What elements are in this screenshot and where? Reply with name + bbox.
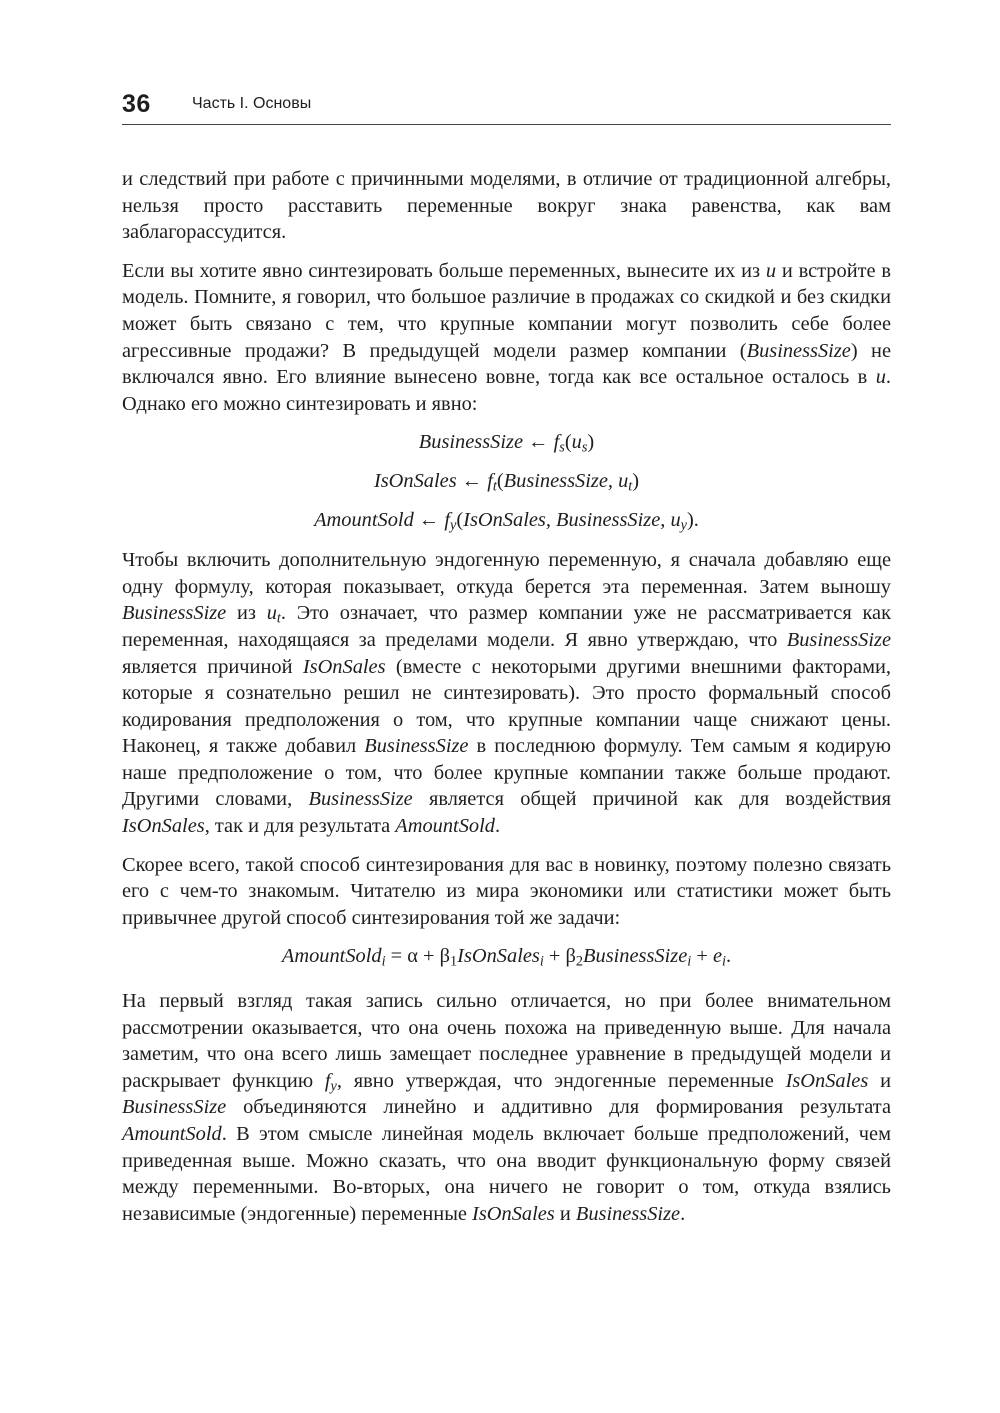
math-var: BusinessSize bbox=[786, 628, 891, 651]
page-body bbox=[122, 166, 891, 1239]
eq-args-sub: y bbox=[680, 517, 688, 534]
math-sub: t bbox=[276, 610, 281, 627]
text-run: ) не включался явно. Его влияние вынесено вовне, тогда как все остальное осталось в bbox=[122, 339, 891, 389]
math-var: BusinessSize bbox=[746, 339, 851, 362]
text-run: , явно утверждая, что эндогенные переменные bbox=[336, 1069, 786, 1092]
math-var: BusinessSize bbox=[364, 735, 469, 758]
eq-fn-sub: s bbox=[559, 439, 565, 456]
text-run: . В этом смысле линейная модель включает больше предположений, чем приведенная выше. Можно сказать, что она вводит функциональную форму связей между переменными. Во-вторых, она ничего не говорит о том, откуда взялись независимые (эндогенные) переменные bbox=[122, 1123, 891, 1225]
eq-sub: i bbox=[539, 954, 544, 970]
equation-is-on-sales bbox=[122, 468, 891, 495]
math-var: AmountSold bbox=[395, 815, 495, 838]
math-var: u bbox=[266, 602, 277, 625]
page-header bbox=[122, 84, 891, 125]
eq-arrow: ← bbox=[456, 469, 488, 492]
eq-sub: i bbox=[687, 954, 692, 970]
paragraph-2 bbox=[122, 258, 891, 418]
structural-equations bbox=[122, 429, 891, 533]
math-var: IsOnSales bbox=[785, 1069, 869, 1092]
text-run: и встройте в модель. Помните, я говорил, что большое различие в продажах со скидкой и без скидки может быть связано с тем, что крупные компании могут позволить себе более агрессивные продажи? В предыдущей модели размер компании ( bbox=[122, 259, 891, 362]
text-run: является общей причиной как для воздействия bbox=[412, 788, 891, 811]
eq-paren: ( bbox=[456, 508, 464, 531]
text-run: и bbox=[554, 1202, 576, 1225]
eq-args: u bbox=[571, 431, 582, 454]
regression-equation bbox=[122, 943, 891, 970]
text-run: На первый взгляд такая запись сильно отличается, но при более внимательном рассмотрении оказывается, что она очень похожа на приведенную выше. Для начала заметим, что она всего лишь замещает последнее уравнение в предыдущей модели и раскрывает функцию bbox=[122, 990, 891, 1092]
text-run: из bbox=[226, 602, 267, 625]
chapter-title: Часть I. Основы bbox=[192, 95, 312, 112]
equation-business-size bbox=[122, 429, 891, 456]
eq-sub: i bbox=[381, 954, 386, 970]
math-var: IsOnSales bbox=[472, 1202, 555, 1225]
paragraph-1 bbox=[122, 166, 891, 246]
paragraph-4 bbox=[122, 852, 891, 932]
eq-op: + β bbox=[543, 945, 576, 968]
eq-paren: ( bbox=[496, 469, 504, 492]
eq-var: IsOnSales bbox=[457, 945, 540, 968]
eq-fn: f bbox=[487, 469, 493, 492]
eq-lhs: IsOnSales bbox=[373, 469, 457, 492]
text-run: Чтобы включить дополнительную эндогенную переменную, я сначала добавляю еще одну формулу, которая показывает, откуда берется эта переменная. Затем выношу bbox=[122, 549, 891, 598]
text-run: , так и для результата bbox=[204, 815, 396, 838]
eq-args-sub: t bbox=[628, 478, 633, 495]
text-run: . bbox=[494, 815, 501, 838]
text-run: объединяются линейно и аддитивно для формирования результата bbox=[226, 1096, 891, 1119]
eq-lhs: AmountSold bbox=[281, 945, 382, 968]
text-run: является причиной bbox=[122, 655, 303, 678]
text-run: . bbox=[680, 1202, 686, 1225]
eq-paren: ) bbox=[632, 469, 640, 492]
eq-op: = α + β bbox=[385, 945, 451, 968]
math-var: u bbox=[875, 366, 886, 389]
text-run: и bbox=[868, 1069, 891, 1092]
paragraph-3 bbox=[122, 547, 891, 840]
math-var: u bbox=[765, 259, 777, 282]
eq-arrow: ← bbox=[523, 431, 554, 454]
text-run: Если вы хотите явно синтезировать больше переменных, вынесите их из bbox=[122, 259, 766, 282]
math-var: IsOnSales bbox=[302, 655, 386, 678]
equation-amount-sold bbox=[122, 507, 891, 534]
paragraph-4-text: Скорее всего, такой способ синтезирования для вас в новинку, поэтому полезно связать его с чем-то знакомым. Читателю из мира экономики или статистики может быть привычнее другой способ синтезирования той же задачи: bbox=[122, 853, 891, 929]
eq-op: . bbox=[725, 945, 732, 968]
eq-fn: f bbox=[553, 431, 560, 454]
math-var: BusinessSize bbox=[122, 1096, 227, 1119]
eq-sub: 1 bbox=[450, 954, 458, 970]
eq-fn-sub: y bbox=[450, 517, 457, 534]
eq-paren: ) bbox=[587, 431, 595, 454]
math-var: BusinessSize bbox=[575, 1202, 681, 1225]
eq-arrow: ← bbox=[413, 508, 445, 531]
eq-var: BusinessSize bbox=[583, 945, 688, 968]
text-run: (вместе с некоторыми другими внешними факторами, которые я сознательно решил не синтезировать). Это просто формальный способ кодирования предположения о том, что крупные компании чаще снижают цены. Наконец, я также добавил bbox=[122, 655, 891, 758]
math-var: AmountSold bbox=[122, 1123, 222, 1145]
eq-args: IsOnSales, BusinessSize, u bbox=[463, 508, 681, 531]
math-var: IsOnSales bbox=[122, 815, 205, 838]
eq-fn: f bbox=[444, 508, 451, 531]
eq-lhs: AmountSold bbox=[314, 508, 414, 531]
paragraph-1-text: и следствий при работе с причинными моделями, в отличие от традиционной алгебры, нельзя просто расставить переменные вокруг знака равенства, как вам заблагорассудится. bbox=[122, 168, 891, 244]
eq-var: e bbox=[712, 945, 722, 968]
math-var: BusinessSize bbox=[308, 788, 413, 811]
eq-fn-sub: t bbox=[492, 478, 497, 495]
text-run: . Однако его можно синтезировать и явно: bbox=[122, 366, 891, 415]
eq-args-sub: s bbox=[581, 439, 588, 456]
math-var: f bbox=[324, 1069, 331, 1092]
math-sub: y bbox=[330, 1078, 337, 1095]
page-number: 36 bbox=[122, 90, 151, 118]
text-run: . Это означает, что размер компании уже не рассматривается как переменная, находящаяся за пределами модели. Я явно утверждаю, что bbox=[122, 602, 891, 651]
eq-sub: 2 bbox=[575, 954, 584, 970]
eq-op: + bbox=[691, 945, 713, 968]
eq-paren: ). bbox=[687, 508, 699, 531]
eq-paren: ( bbox=[564, 431, 572, 454]
text-run: в последнюю формулу. Тем самым я кодирую наше предположение о том, что более крупные компании также больше продают. Другими словами, bbox=[122, 735, 891, 811]
math-var: BusinessSize bbox=[122, 602, 227, 625]
paragraph-5 bbox=[122, 988, 891, 1227]
eq-args: BusinessSize, u bbox=[503, 469, 629, 492]
eq-lhs: BusinessSize bbox=[418, 431, 524, 454]
eq-sub: i bbox=[722, 954, 726, 970]
